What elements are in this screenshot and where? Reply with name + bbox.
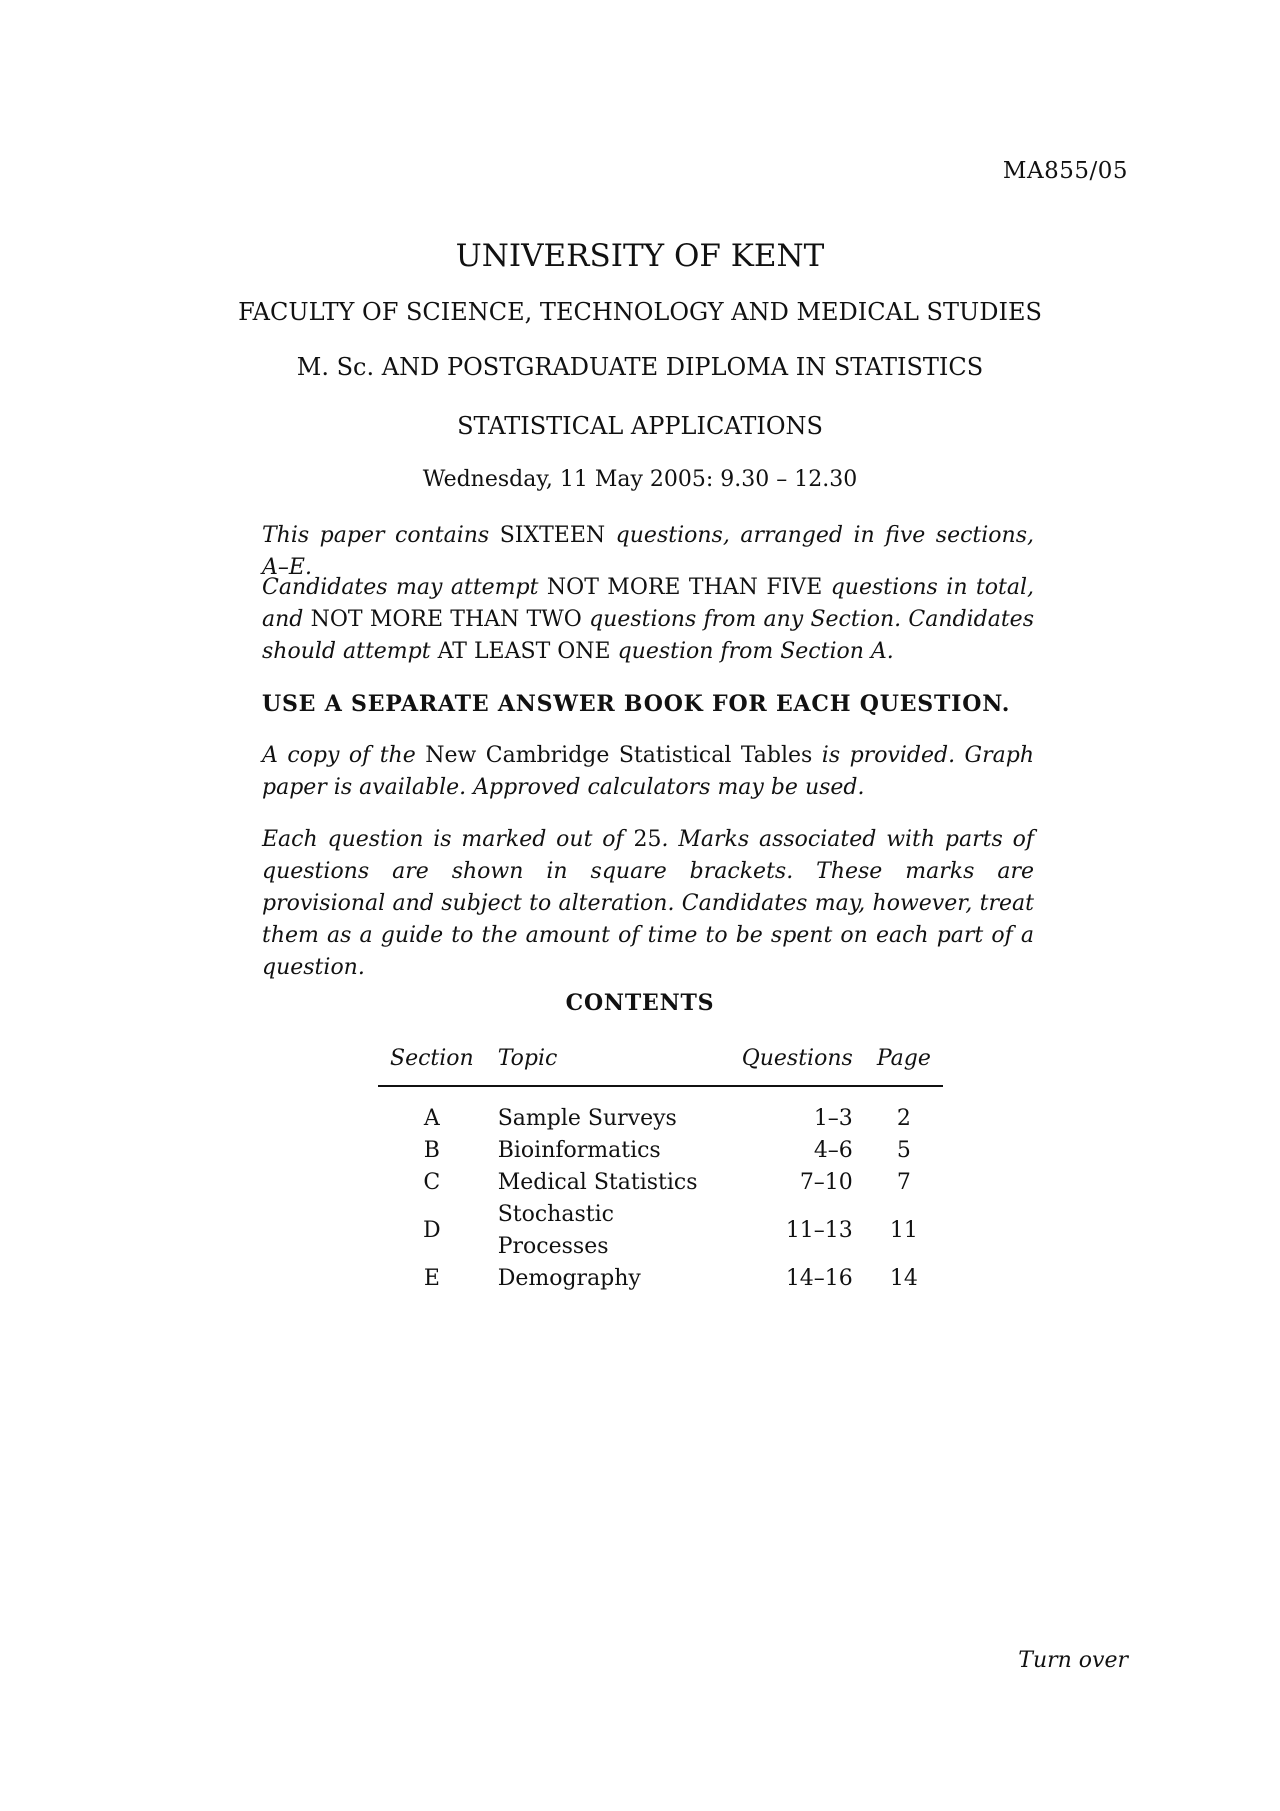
row-section: E bbox=[423, 1266, 440, 1291]
paper-code: MA855/05 bbox=[1002, 158, 1128, 184]
row-page: 7 bbox=[896, 1170, 911, 1195]
contents-heading: CONTENTS bbox=[565, 990, 715, 1016]
subject-title: STATISTICAL APPLICATIONS bbox=[457, 412, 823, 440]
instruction-question-count: This paper contains SIXTEEN questions, arranged in five sections, A–E. bbox=[262, 523, 1034, 580]
exam-date-time: Wednesday, 11 May 2005: 9.30 – 12.30 bbox=[422, 467, 858, 492]
instruction-materials: A copy of the New Cambridge Statistical Tables is provided. Graph paper is available. Approved calculators may be used. bbox=[262, 743, 1034, 800]
row-topic: Stochastic Processes bbox=[497, 1202, 614, 1259]
contents-table bbox=[378, 1040, 943, 1295]
table-row bbox=[378, 1135, 943, 1167]
row-topic: Medical Statistics bbox=[497, 1170, 698, 1195]
contents-header-row bbox=[378, 1040, 943, 1086]
row-questions: 4–6 bbox=[813, 1138, 853, 1163]
row-section: B bbox=[423, 1138, 440, 1163]
table-row bbox=[378, 1263, 943, 1295]
row-page: 14 bbox=[889, 1266, 918, 1291]
row-questions: 1–3 bbox=[813, 1106, 853, 1131]
degree-line: M. Sc. AND POSTGRADUATE DIPLOMA IN STATISTICS bbox=[296, 353, 984, 381]
header-page: Page bbox=[865, 1040, 943, 1086]
faculty-line: FACULTY OF SCIENCE, TECHNOLOGY AND MEDICAL STUDIES bbox=[238, 298, 1042, 326]
table-row bbox=[378, 1199, 943, 1263]
row-page: 5 bbox=[896, 1138, 911, 1163]
row-topic: Bioinformatics bbox=[497, 1138, 661, 1163]
row-section: D bbox=[423, 1218, 441, 1243]
table-row bbox=[378, 1167, 943, 1199]
row-topic: Demography bbox=[497, 1266, 641, 1291]
row-section: C bbox=[423, 1170, 441, 1195]
instruction-answer-book: USE A SEPARATE ANSWER BOOK FOR EACH QUESTION. bbox=[262, 691, 1011, 717]
header-section: Section bbox=[378, 1040, 486, 1086]
row-page: 2 bbox=[896, 1106, 911, 1131]
row-page: 11 bbox=[889, 1218, 918, 1243]
row-questions: 11–13 bbox=[785, 1218, 853, 1243]
row-questions: 7–10 bbox=[799, 1170, 853, 1195]
header-questions: Questions bbox=[730, 1040, 865, 1086]
university-title: UNIVERSITY OF KENT bbox=[455, 238, 825, 274]
turn-over-note: Turn over bbox=[1018, 1648, 1128, 1673]
instruction-attempt-rules: Candidates may attempt NOT MORE THAN FIVE questions in total, and NOT MORE THAN TWO questions from any Section. Candidates should attempt AT LEAST ONE question from Section A. bbox=[262, 575, 1034, 664]
table-row bbox=[378, 1086, 943, 1135]
instruction-marks: Each question is marked out of 25. Marks associated with parts of questions are shown in square brackets. These marks are provisional and subject to alteration. Candidates may, however, treat them as a guide to the amount of time to be spent on each part of a question. bbox=[262, 827, 1035, 980]
row-questions: 14–16 bbox=[785, 1266, 853, 1291]
header-topic: Topic bbox=[486, 1040, 730, 1086]
row-section: A bbox=[423, 1106, 440, 1131]
row-topic: Sample Surveys bbox=[497, 1106, 677, 1131]
